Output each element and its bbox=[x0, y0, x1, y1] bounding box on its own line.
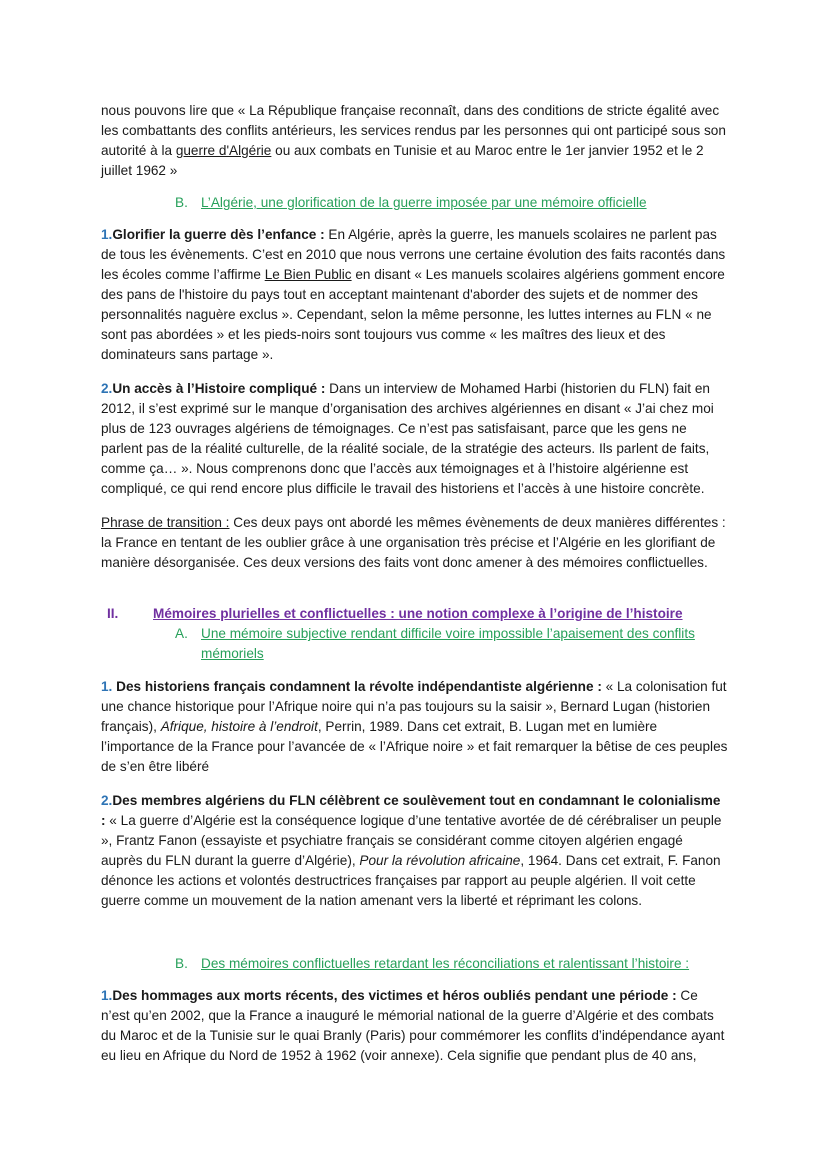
paragraph-intro-quote: nous pouvons lire que « La République française reconnaît, dans des conditions de stricte égalité avec les combattants des conflits antérieurs, les services rendus par les personnes qui ont participé sous son autorité à la guerre d'Algérie ou aux combats en Tunisie et au Maroc entre le 1er janvier 1952 et le 2 juillet 1962 » bbox=[101, 103, 726, 178]
link-guerre-algerie[interactable]: guerre d'Algérie bbox=[175, 143, 272, 158]
paragraph-phrase-transition: Phrase de transition : Ces deux pays ont abordé les mêmes évènements de deux manières différentes : la France en tentant de les oublier grâce à une organisation très précise et l’Algérie en les glorifiant de manière désorganisée. Ces deux versions des faits vont donc amener à des mémoires conflictuelles. bbox=[101, 515, 726, 570]
paragraph-membres-fln: 2.Des membres algériens du FLN célèbrent ce soulèvement tout en condamnant le colonialisme : « La guerre d’Algérie est la conséquence logique d’une tentative avortée de dé cérébraliser un peuple », Frantz Fanon (essayiste et psychiatre français se considérant comme citoyen algérien engagé auprès du FLN durant la guerre d’Algérie), Pour la révolution africaine, 1964. Dans cet extrait, F. Fanon dénonce les actions et volontés destructrices françaises par rapport au peuple algérien. Il voit cette guerre comme un mouvement de la nation amenant vers la liberté et réprimant les colons. bbox=[101, 793, 722, 908]
section-heading-ii-b: B. Des mémoires conflictuelles retardant les réconciliations et ralentissant l’histoire : bbox=[175, 956, 690, 971]
section-heading-b-algerie: B. L’Algérie, une glorification de la guerre imposée par une mémoire officielle bbox=[175, 195, 647, 210]
paragraph-hommages-morts: 1.Des hommages aux morts récents, des victimes et héros oubliés pendant une période : Ce n’est qu’en 2002, que la France a inauguré le mémorial national de la guerre d’Algérie et des combats du Maroc et de la Tunisie sur le quai Branly (Paris) pour commémorer les conflits d’indépendance ayant eu lieu en Afrique du Nord de 1952 à 1962 (voir annexe). Cela signifie que pendant plus de 40 ans, bbox=[101, 988, 725, 1063]
paragraph-glorifier-guerre: 1.Glorifier la guerre dès l’enfance : En Algérie, après la guerre, les manuels scolaires ne parlent pas de tous les évènements. C’est en 2010 que nous verrons une certaine évolution des faits racontés dans les écoles comme l’affirme Le Bien Public en disant « Les manuels scolaires algériens gomment encore des pans de l'histoire du pays tout en acceptant maintenant d'aborder des sujets et de nommer des personnalités naguère exclus ». Cependant, selon la même personne, les luttes internes au FLN « ne sont pas abordées » et les pieds-noirs sont toujours vus comme « les maîtres des lieux et des dominateurs sans partage ». bbox=[101, 227, 726, 362]
section-heading-ii: II. Mémoires plurielles et conflictuelles : une notion complexe à l’origine de l’histoire bbox=[107, 606, 683, 621]
section-heading-ii-a: A. Une mémoire subjective rendant difficile voire impossible l’apaisement des conflits mémoriels bbox=[175, 626, 695, 661]
link-le-bien-public[interactable]: Le Bien Public bbox=[264, 267, 352, 282]
paragraph-acces-histoire: 2.Un accès à l’Histoire compliqué : Dans un interview de Mohamed Harbi (historien du FLN) fait en 2012, il s’est exprimé sur le manque d’organisation des archives algériennes en disant « J’ai chez moi plus de 123 ouvrages algériens de témoignages. Ce n’est pas satisfaisant, parce que les gens ne parlent pas de la réalité culturelle, de la réalité sociale, de la stratégie des acteurs. Ils parlent de faits, comme ça… ». Nous comprenons donc que l’accès aux témoignages et à l’histoire algérienne est compliqué, ce qui rend encore plus difficile le travail des historiens et l’accès à une histoire concrète. bbox=[101, 381, 714, 496]
paragraph-historiens-francais: 1. Des historiens français condamnent la révolte indépendantiste algérienne : « La colonisation fut une chance historique pour l’Afrique noire qui n’a pas toujours su la saisir », Bernard Lugan (historien français), Afrique, histoire à l’endroit, Perrin, 1989. Dans cet extrait, B. Lugan met en lumière l’importance de la France pour l’avancée de « l’Afrique noire » et fait remarquer la bêtise de ces peuples de s’en être libéré bbox=[101, 679, 728, 774]
